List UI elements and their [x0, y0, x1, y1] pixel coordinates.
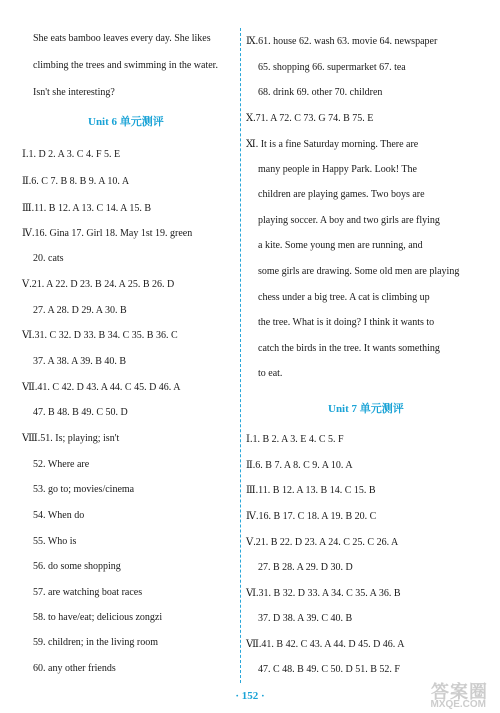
answer-line: Ⅲ.11. B 12. A 13. B 14. C 15. B	[246, 485, 376, 496]
watermark-logo	[420, 678, 494, 712]
answer-line: Ⅰ.1. D 2. A 3. C 4. F 5. E	[22, 149, 121, 160]
answer-line: 56. do some shopping	[33, 561, 121, 572]
answer-line: 47. B 48. B 49. C 50. D	[33, 407, 128, 418]
writing-line: a kite. Some young men are running, and	[258, 240, 423, 251]
answer-line: Ⅴ.21. B 22. D 23. A 24. C 25. C 26. A	[246, 537, 399, 548]
answer-line: 54. When do	[33, 510, 85, 521]
answer-line: 68. drink 69. other 70. children	[258, 87, 383, 98]
answer-line: Ⅷ.51. Is; playing; isn't	[22, 433, 120, 444]
writing-line: to eat.	[258, 368, 283, 379]
unit6-heading: Unit 6 单元测评	[88, 116, 164, 128]
writing-line: children are playing games. Two boys are	[258, 189, 425, 200]
answer-line: 37. A 38. A 39. B 40. B	[33, 356, 127, 367]
passage-line: Isn't she interesting?	[33, 87, 115, 98]
watermark-text: 答案圈	[431, 682, 488, 702]
writing-line: chess under a big tree. A cat is climbing up	[258, 292, 430, 303]
writing-line: catch the birds in the tree. It wants something	[258, 343, 440, 354]
answer-line: Ⅰ.1. B 2. A 3. E 4. C 5. F	[246, 434, 344, 445]
writing-line: many people in Happy Park. Look! The	[258, 164, 417, 175]
answer-line: Ⅲ.11. B 12. A 13. C 14. A 15. B	[22, 203, 152, 214]
passage-line: climbing the trees and swimming in the water.	[33, 60, 218, 71]
writing-line: Ⅺ. It is a fine Saturday morning. There are	[246, 139, 419, 150]
writing-line: some girls are drawing. Some old men are playing	[258, 266, 460, 277]
answer-line: 52. Where are	[33, 459, 90, 470]
answer-line: 20. cats	[33, 253, 64, 264]
answer-line: 65. shopping 66. supermarket 67. tea	[258, 62, 406, 73]
answer-line: 60. any other friends	[33, 663, 116, 674]
answer-line: 59. children; in the living room	[33, 637, 158, 648]
answer-line: Ⅳ.16. B 17. C 18. A 19. B 20. C	[246, 511, 377, 522]
answer-line: 47. C 48. B 49. C 50. D 51. B 52. F	[258, 664, 400, 675]
page-number: · 152 ·	[235, 690, 265, 702]
answer-line: 27. B 28. A 29. D 30. D	[258, 562, 353, 573]
column-divider	[240, 28, 241, 683]
watermark-url: MXQE.COM	[430, 699, 486, 710]
writing-line: the tree. What is it doing? I think it wants to	[258, 317, 435, 328]
answer-line: Ⅱ.6. B 7. A 8. C 9. A 10. A	[246, 460, 353, 471]
answer-line: Ⅱ.6. C 7. B 8. B 9. A 10. A	[22, 176, 130, 187]
answer-line: Ⅵ.31. C 32. D 33. B 34. C 35. B 36. C	[22, 330, 178, 341]
answer-line: 58. to have/eat; delicious zongzi	[33, 612, 163, 623]
answer-line: Ⅶ.41. B 42. C 43. A 44. D 45. D 46. A	[246, 639, 405, 650]
answer-line: Ⅶ.41. C 42. D 43. A 44. C 45. D 46. A	[22, 382, 181, 393]
answer-line: 57. are watching boat races	[33, 587, 143, 598]
writing-line: playing soccer. A boy and two girls are flying	[258, 215, 440, 226]
answer-line: Ⅹ.71. A 72. C 73. G 74. B 75. E	[246, 113, 374, 124]
passage-line: She eats bamboo leaves every day. She likes	[33, 33, 211, 44]
answer-line: Ⅸ.61. house 62. wash 63. movie 64. newspaper	[246, 36, 438, 47]
unit7-heading: Unit 7 单元测评	[328, 403, 404, 415]
answer-line: Ⅳ.16. Gina 17. Girl 18. May 1st 19. green	[22, 228, 193, 239]
answer-line: 27. A 28. D 29. A 30. B	[33, 305, 127, 316]
answer-line: 55. Who is	[33, 536, 77, 547]
answer-line: 53. go to; movies/cinema	[33, 484, 135, 495]
answer-line: Ⅴ.21. A 22. D 23. B 24. A 25. B 26. D	[22, 279, 175, 290]
answer-line: 37. D 38. A 39. C 40. B	[258, 613, 353, 624]
answer-line: Ⅵ.31. B 32. D 33. A 34. C 35. A 36. B	[246, 588, 401, 599]
